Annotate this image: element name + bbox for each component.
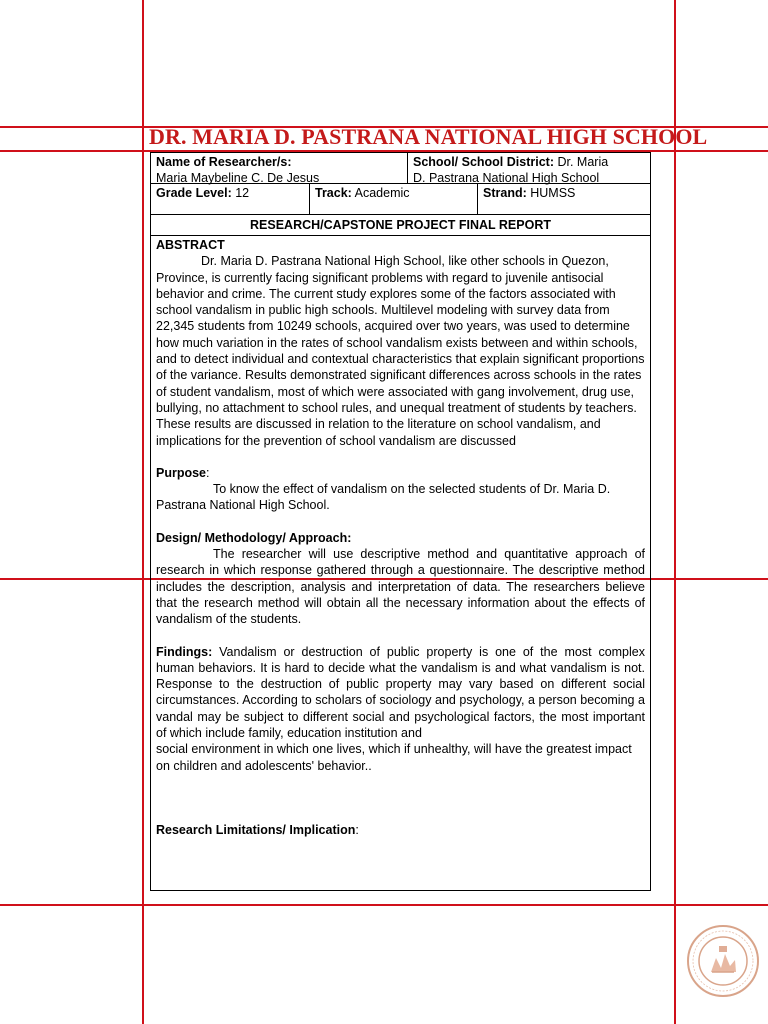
report-title: RESEARCH/CAPSTONE PROJECT FINAL REPORT: [151, 215, 650, 236]
report-form: [150, 152, 651, 891]
school-title: DR. MARIA D. PASTRANA NATIONAL HIGH SCHOOL: [149, 124, 708, 149]
findings-text-continued: social environment in which one lives, which if unhealthy, will have the greatest impact on children and adolescents' behavior..: [156, 742, 632, 773]
track-cell: [309, 184, 477, 214]
grade-cell: [151, 184, 309, 214]
strand-label: Strand:: [483, 186, 527, 200]
strand-cell: [477, 184, 650, 214]
findings-heading: Findings:: [156, 644, 213, 659]
limitations-heading-line: [156, 822, 645, 838]
researcher-value: Maria Maybeline C. De Jesus: [156, 171, 320, 185]
school-value-line2: D. Pastrana National High School: [413, 171, 600, 185]
findings-paragraph: [156, 644, 645, 742]
info-row-researcher: [151, 153, 650, 184]
abstract-heading: ABSTRACT: [156, 238, 225, 252]
researcher-cell: [151, 153, 407, 183]
researcher-label: Name of Researcher/s:: [156, 155, 292, 169]
school-seal-icon: [686, 924, 760, 998]
grade-label: Grade Level:: [156, 186, 232, 200]
school-cell: [407, 153, 650, 183]
purpose-colon: :: [206, 465, 210, 480]
guide-line-vertical-2: [674, 0, 676, 1024]
track-label: Track:: [315, 186, 352, 200]
purpose-heading-line: [156, 465, 645, 481]
design-text: The researcher will use descriptive method and quantitative approach of research in which response gathered through a questionnaire. The descriptive method includes the description, analysis and interpretation of data. The researchers believe that the research method will obtain all the necessary information about the effects of vandalism of the students.: [156, 547, 645, 627]
design-heading: Design/ Methodology/ Approach:: [156, 530, 352, 545]
abstract-text: Dr. Maria D. Pastrana National High School, like other schools in Quezon, Province, is currently facing significant problems with regard to juvenile antisocial behavior and crime. The current study explores some of the factors associated with school vandalism in public high schools. Multilevel modeling with survey data from 22,345 students from 10249 schools, acquired over two years, was used to determine how much variation in the rates of school vandalism exists between and within schools, and to detect individual and contextual characteristics that explain significant proportions of the variance. Results demonstrated significant differences across schools in the rates of student vandalism, most of which were associated with gang involvement, drug use, bullying, no attachment to school rules, and unequal treatment of students by teachers. These results are discussed in relation to the literature on school vandalism, and implications for the prevention of school vandalism are discussed: [156, 254, 645, 448]
limitations-colon: :: [355, 822, 359, 837]
limitations-heading: Research Limitations/ Implication: [156, 822, 356, 837]
report-content: [151, 236, 650, 890]
guide-line-vertical-1: [142, 0, 144, 1024]
purpose-text: To know the effect of vandalism on the selected students of Dr. Maria D. Pastrana National High School.: [156, 482, 611, 513]
info-row-grade: [151, 184, 650, 215]
purpose-heading: Purpose: [156, 465, 207, 480]
school-value-line1: Dr. Maria: [557, 155, 609, 169]
school-label: School/ School District:: [413, 155, 554, 169]
track-value: Academic: [354, 186, 410, 200]
strand-value: HUMSS: [530, 186, 576, 200]
grade-value: 12: [235, 186, 250, 200]
guide-line-horizontal-4: [0, 904, 768, 906]
findings-text: Vandalism or destruction of public property is one of the most complex human behaviors. It is hard to decide what the vandalism is and what vandalism is not. Response to the destruction of public property may vary based on different social circumstances. According to scholars of sociology and psychology, a person becoming a vandal may be subject to different social and psychological factors, the most important of which include family, education institution and: [156, 644, 645, 741]
